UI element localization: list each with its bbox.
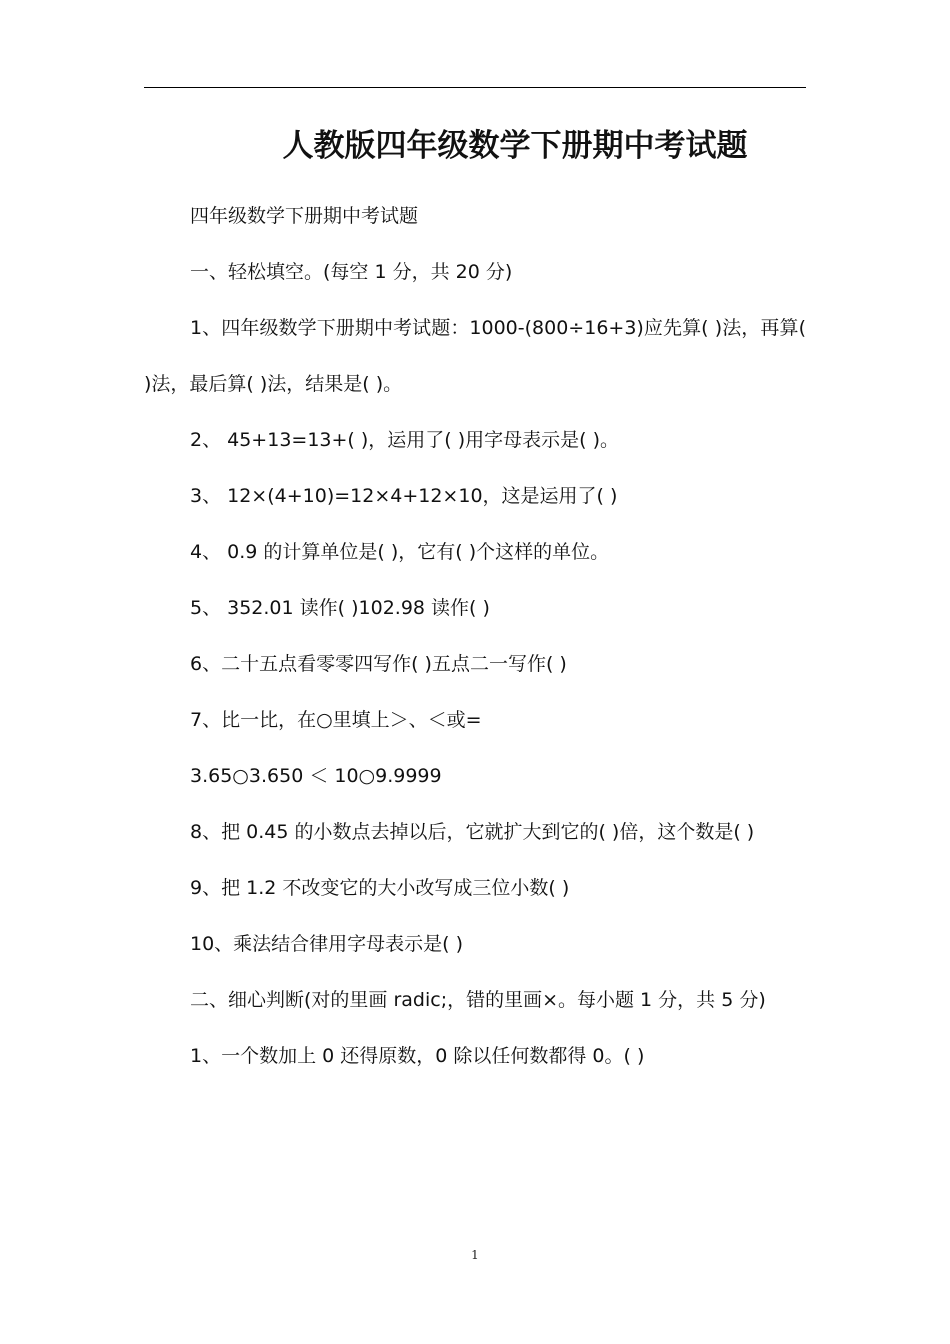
paragraph-section-2-heading: 二、细心判断(对的里画 radic;，错的里画×。每小题 1 分，共 5 分)	[190, 989, 766, 1011]
paragraph-question-7: 7、比一比，在○里填上＞、＜或=	[190, 709, 482, 731]
header-rule	[144, 87, 806, 88]
paragraph-question-8: 8、把 0.45 的小数点去掉以后，它就扩大到它的( )倍，这个数是( )	[190, 821, 755, 843]
paragraph-subtitle: 四年级数学下册期中考试题	[190, 205, 419, 227]
paragraph-question-10: 10、乘法结合律用字母表示是( )	[190, 933, 464, 955]
paragraph-question-1: 1、四年级数学下册期中考试题：1000-(800÷16+3)应先算( )法，再算( )法，最后算( )法，结果是( )。	[144, 317, 806, 395]
paragraph-question-3: 3、 12×(4+10)=12×4+12×10，这是运用了( )	[190, 485, 618, 507]
paragraph-judge-1: 1、一个数加上 0 还得原数，0 除以任何数都得 0。( )	[190, 1045, 645, 1067]
paragraph-question-2: 2、 45+13=13+( )，运用了( )用字母表示是( )。	[190, 429, 620, 451]
document-title: 人教版四年级数学下册期中考试题	[282, 128, 748, 164]
paragraph-question-6: 6、二十五点看零零四写作( )五点二一写作( )	[190, 653, 567, 675]
paragraph-question-5: 5、 352.01 读作( )102.98 读作( )	[190, 597, 490, 619]
paragraph-question-7-items: 3.65○3.650 ＜ 10○9.9999	[190, 765, 442, 787]
paragraph-question-4: 4、 0.9 的计算单位是( )，它有( )个这样的单位。	[190, 541, 610, 563]
page-number: 1	[471, 1248, 479, 1262]
paragraph-section-1-heading: 一、轻松填空。(每空 1 分，共 20 分)	[190, 261, 513, 283]
paragraph-question-9: 9、把 1.2 不改变它的大小改写成三位小数( )	[190, 877, 570, 899]
document-body	[144, 188, 806, 1084]
